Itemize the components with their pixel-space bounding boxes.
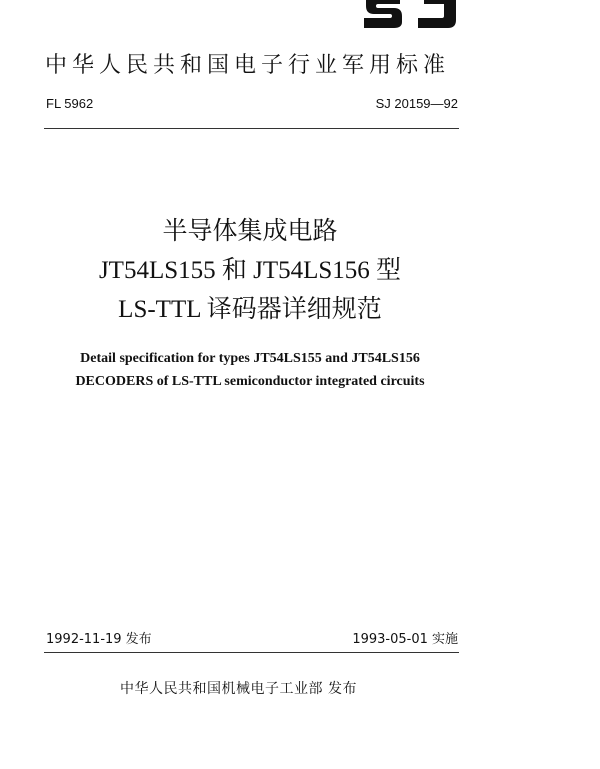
title-en-line-1: Detail specification for types JT54LS155 and JT54LS156 [80,351,420,366]
footer-divider [44,652,459,653]
sj-logo [360,0,460,30]
standard-number: SJ 20159—92 [375,96,458,111]
title-cn-line-2: JT54LS155 和 JT54LS156 型 [98,257,402,284]
header-divider [44,128,459,129]
title-cn-line-3: LS-TTL 译码器详细规范 [118,296,382,323]
implementation-date: 1993-05-01 实施 [352,632,458,647]
publisher: 中华人民共和国机械电子工业部 发布 [120,681,357,697]
issue-date: 1992-11-19 发布 [46,632,152,647]
title-en-line-2: DECODERS of LS-TTL semiconductor integrated circuits [75,374,425,389]
title-cn-line-1: 半导体集成电路 [162,218,338,245]
classification-code: FL 5962 [46,96,94,111]
organization-title: 中华人民共和国电子行业军用标准 [45,53,451,78]
